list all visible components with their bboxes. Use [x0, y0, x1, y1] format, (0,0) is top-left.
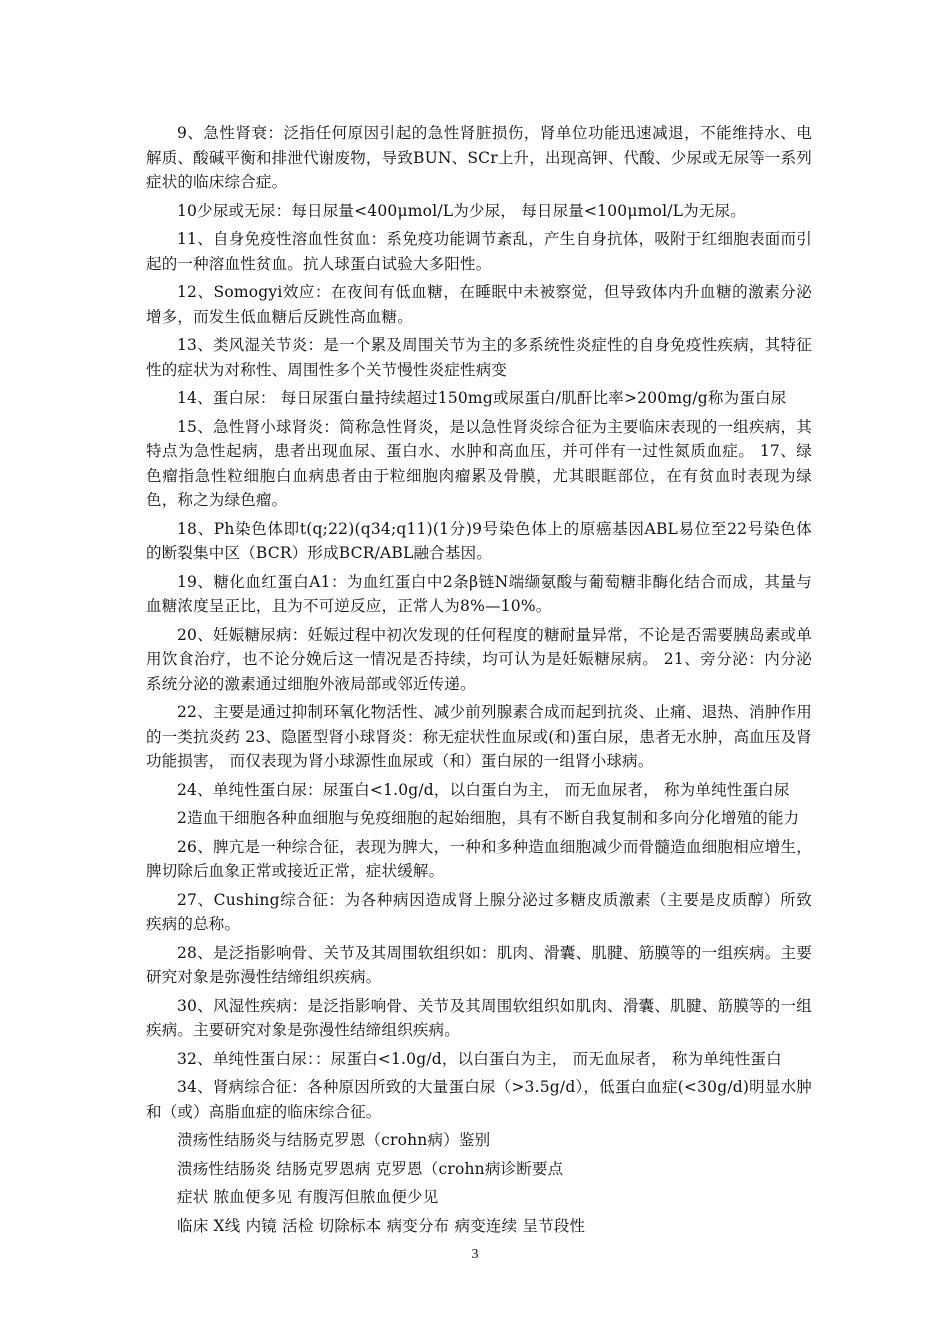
paragraph-32: 32、单纯性蛋白尿：：尿蛋白<1.0g/d，以白蛋白为主， 而无血尿者， 称为单纯性蛋白 [177, 1049, 782, 1068]
paragraph-13: 13、类风湿关节炎：是一个累及周围关节为主的多系统性炎症性的自身免疫性疾病，其特征性的症状为对称性、周围性多个关节慢性炎症性病变 [146, 336, 812, 379]
paragraph-25: 2造血干细胞各种血细胞与免疫细胞的起始细胞，具有不断自我复制和多向分化增殖的能力 [177, 809, 800, 827]
document-body [146, 121, 812, 1242]
paragraph-27: 27、Cushing综合征：为各种病因造成肾上腺分泌过多糖皮质激素（主要是皮质醇）所致疾病的总称。 [146, 890, 812, 933]
paragraph-30: 30、风湿性疾病：是泛指影响骨、关节及其周围软组织如肌肉、滑囊、肌腱、筋膜等的一组疾病。主要研究对象是弥漫性结缔组织疾病。 [146, 996, 812, 1039]
paragraph-19: 19、糖化血红蛋白A1：为血红蛋白中2条β链N端缬氨酸与葡萄糖非酶化结合而成，其量与血糖浓度呈正比，且为不可逆反应，正常人为8%—10%。 [146, 572, 812, 615]
comparison-heading: 溃疡性结肠炎与结肠克罗恩（crohn病）鉴别 [177, 1131, 491, 1149]
paragraph-22: 22、主要是通过抑制环氧化物活性、减少前列腺素合成而起到抗炎、止痛、退热、消肿作用的一类抗炎药 23、隐匿型肾小球肾炎：称无症状性血尿或(和)蛋白尿，患者无水肿，高血压及肾功能损害， 而仅表现为肾小球源性血尿或（和）蛋白尿的一组肾小球病。 [146, 703, 812, 770]
comparison-row-symptom: 症状 脓血便多见 有腹泻但脓血便少见 [177, 1188, 439, 1206]
paragraph-26: 26、脾亢是一种综合征，表现为脾大，一种和多种造血细胞减少而骨髓造血细胞相应增生，脾切除后血象正常或接近正常，症状缓解。 [146, 837, 812, 880]
comparison-row-header: 溃疡性结肠炎 结肠克罗恩病 克罗恩（crohn病诊断要点 [177, 1159, 564, 1178]
paragraph-18: 18、Ph染色体即t(q;22)(q34;q11)(1分)9号染色体上的原癌基因ABL易位至22号染色体的断裂集中区（BCR）形成BCR/ABL融合基因。 [146, 519, 812, 562]
paragraph-34: 34、肾病综合征：各种原因所致的大量蛋白尿（>3.5g/d），低蛋白血症(<30g/d)明显水肿和（或）高脂血症的临床综合征。 [146, 1078, 812, 1121]
paragraph-28: 28、是泛指影响骨、关节及其周围软组织如：肌肉、滑囊、肌腱、筋膜等的一组疾病。主要研究对象是弥漫性结缔组织疾病。 [146, 943, 812, 986]
paragraph-11: 11、自身免疫性溶血性贫血：系免疫功能调节紊乱，产生自身抗体，吸附于红细胞表面而引起的一种溶血性贫血。抗人球蛋白试验大多阳性。 [146, 230, 812, 273]
paragraph-10: 10少尿或无尿：每日尿量<400μmol/L为少尿， 每日尿量<100μmol/L为无尿。 [177, 201, 746, 220]
paragraph-20: 20、妊娠糖尿病：妊娠过程中初次发现的任何程度的糖耐量异常，不论是否需要胰岛素或单用饮食治疗，也不论分娩后这一情况是否持续，均可认为是妊娠糖尿病。 21、旁分泌：内分泌系统分泌的激素通过细胞外液局部或邻近传递。 [146, 625, 812, 693]
paragraph-14: 14、蛋白尿： 每日尿蛋白量持续超过150mg或尿蛋白/肌酐比率>200mg/g称为蛋白尿 [177, 389, 787, 407]
comparison-row-clinical: 临床 X线 内镜 活检 切除标本 病变分布 病变连续 呈节段性 [177, 1216, 586, 1235]
paragraph-9: 9、急性肾衰：泛指任何原因引起的急性肾脏损伤，肾单位功能迅速减退，不能维持水、电解质、酸碱平衡和排泄代谢废物，导致BUN、SCr上升，出现高钾、代酸、少尿或无尿等一系列症状的临床综合症。 [146, 124, 812, 191]
paragraph-12: 12、Somogyi效应：在夜间有低血糖，在睡眠中未被察觉，但导致体内升血糖的激素分泌增多，而发生低血糖后反跳性高血糖。 [146, 283, 812, 326]
paragraph-24: 24、单纯性蛋白尿：尿蛋白<1.0g/d，以白蛋白为主， 而无血尿者， 称为单纯性蛋白尿 [177, 780, 790, 799]
page-number: 3 [471, 1247, 479, 1262]
paragraph-15: 15、急性肾小球肾炎：简称急性肾炎，是以急性肾炎综合征为主要临床表现的一组疾病，其特点为急性起病，患者出现血尿、蛋白水、水肿和高血压，并可伴有一过性氮质血症。 17、绿色瘤指急性粒细胞白血病患者由于粒细胞肉瘤累及骨膜，尤其眼眶部位，在有贫血时表现为绿色，称之为绿色瘤。 [146, 417, 812, 509]
